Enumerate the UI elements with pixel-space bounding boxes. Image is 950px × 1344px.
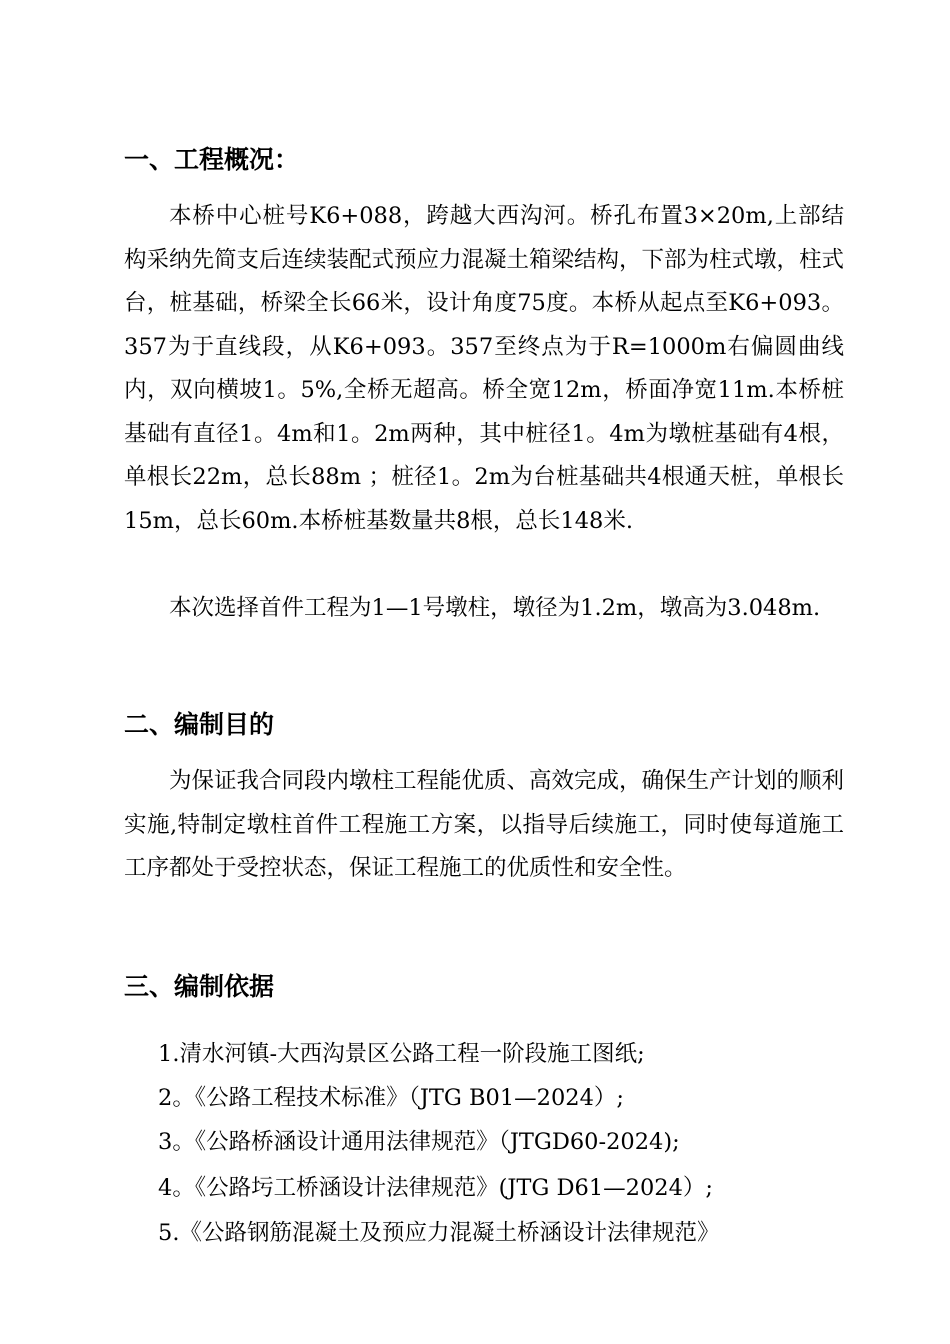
paragraph-purpose: 为保证我合同段内墩柱工程能优质、高效完成，确保生产计划的顺利实施,特制定墩柱首件工程施工方案，以指导后续施工，同时使每道施工工序都处于受控状态，保证工程施工的优质性和安全性。 [124,768,845,881]
list-item: 2。《公路工程技术标准》（JTG B01—2024）; [158,1085,624,1111]
section-heading-basis: 三、编制依据 [124,972,275,1001]
list-item: 5.《公路钢筋混凝土及预应力混凝土桥涵设计法律规范》 [158,1220,720,1246]
list-item: 1.清水河镇-大西沟景区公路工程一阶段施工图纸; [158,1041,645,1067]
paragraph-project-overview: 本桥中心桩号K6+088，跨越大西沟河。桥孔布置3×20m,上部结构采纳先简支后连续装配式预应力混凝土箱梁结构，下部为柱式墩，柱式台，桩基础，桥梁全长66米，设计角度75度。本桥从起点至K6+093。357为于直线段，从K6+093。357至终点为于R=1000m右偏圆曲线内，双向横坡1。5%,全桥无超高。桥全宽12m，桥面净宽11m.本桥桩基础有直径1。4m和1。2m两种，其中桩径1。4m为墩桩基础有4根，单根长22m，总长88m ；桩径1。2m为台桩基础共4根通天桩，单根长15m，总长60m.本桥桩基数量共8根，总长148米. [124,203,845,534]
paragraph-first-piece: 本次选择首件工程为1—1号墩柱，墩径为1.2m，墩高为3.048m. [169,595,821,621]
list-item: 4。《公路圬工桥涵设计法律规范》(JTG D61—2024）; [158,1175,714,1201]
list-item: 3。《公路桥涵设计通用法律规范》（JTGD60-2024); [158,1129,680,1155]
section-heading-purpose: 二、编制目的 [124,710,275,739]
section-heading-overview: 一、工程概况： [124,145,300,174]
